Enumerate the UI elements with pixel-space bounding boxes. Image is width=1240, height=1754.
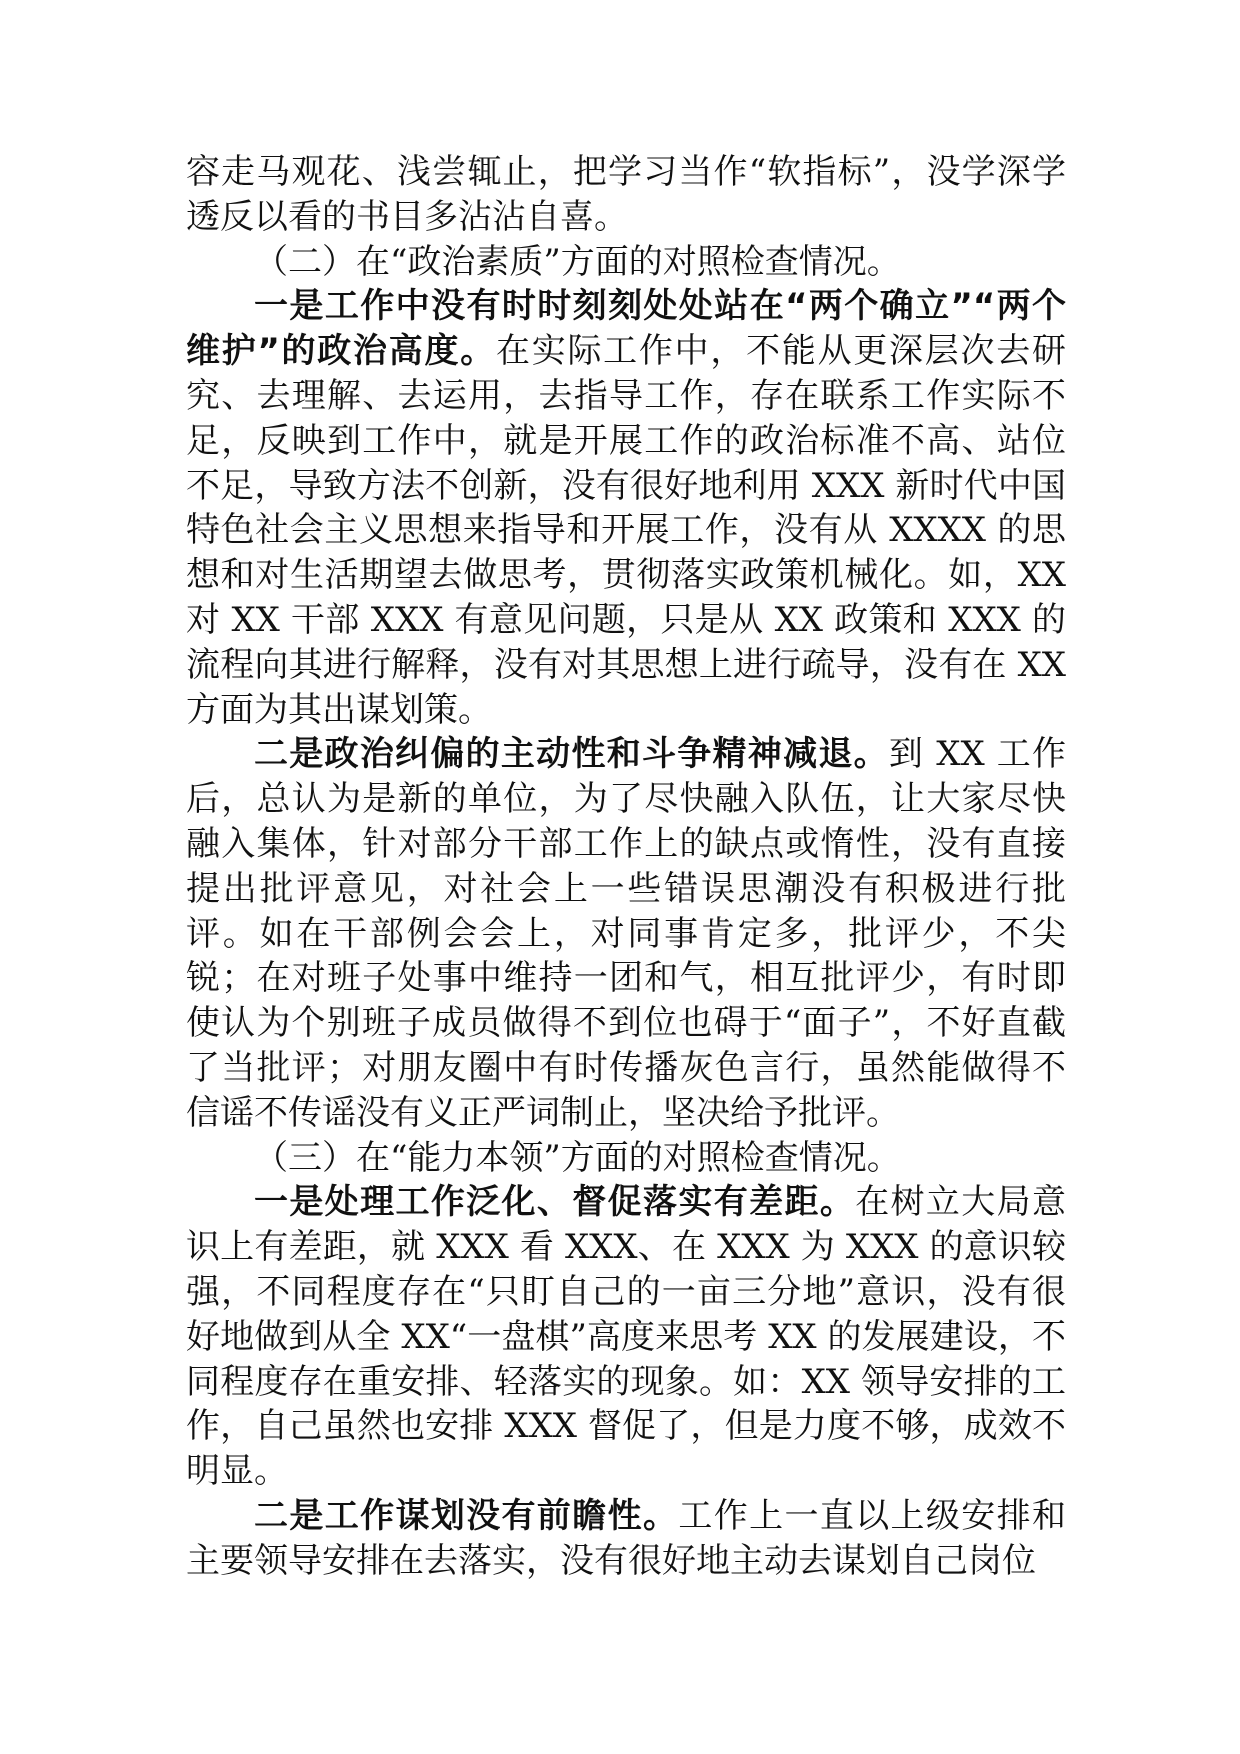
paragraph-text: 在树立大局意识上有差距，就 XXX 看 XXX、在 XXX 为 XXX 的意识较强，不同程度存在“只盯自己的一亩三分地”意识，没有很好地做到从全 XX“一盘棋”高度来思考 XX 的发展建设，不同程度存在重安排、轻落实的现象。如：XX 领导安排的工作，自己虽然也安排 XXX 督促了，但是力度不够，成效不明显。 (186, 1182, 1067, 1492)
paragraph-lead-sentence: 一是处理工作泛化、督促落实有差距。 (254, 1182, 856, 1223)
paragraph-text: 工作上一直以上级安排和主要领导安排在去落实，没有很好地主动去谋划自己岗位 (186, 1495, 1067, 1581)
section-heading-text: （三）在“能力本领”方面的对照检查情况。 (254, 1137, 901, 1178)
section-heading-text: （二）在“政治素质”方面的对照检查情况。 (254, 241, 901, 282)
paragraph-ability-point-1 (186, 1180, 1066, 1494)
paragraph-lead-sentence: 二是政治纠偏的主动性和斗争精神减退。 (254, 734, 889, 775)
paragraph-text: 在实际工作中，不能从更深层次去研究、去理解、去运用，去指导工作，存在联系工作实际不足，反映到工作中，就是开展工作的政治标准不高、站位不足，导致方法不创新，没有很好地利用 XXX 新时代中国特色社会主义思想来指导和开展工作，没有从 XXXX 的思想和对生活期望去做思考，贯彻落实政策机械化。如，XX 对 XX 干部 XXX 有意见问题，只是从 XX 政策和 XXX 的流程向其进行解释，没有对其思想上进行疏导，没有在 XX 方面为其出谋划策。 (186, 331, 1066, 730)
paragraph-text: 容走马观花、浅尝辄止，把学习当作“软指标”，没学深学透反以看的书目多沾沾自喜。 (186, 152, 1066, 237)
paragraph-lead-sentence: 一是工作中没有时时刻刻处处站在“两个确立”“两个维护”的政治高度。 (186, 286, 1066, 372)
paragraph-text: 到 XX 工作后，总认为是新的单位，为了尽快融入队伍，让大家尽快融入集体，针对部分干部工作上的缺点或惰性，没有直接提出批评意见，对社会上一些错误思潮没有积极进行批评。如在干部例会会上，对同事肯定多，批评少，不尖锐；在对班子处事中维持一团和气，相互批评少，有时即使认为个别班子成员做得不到位也碍于“面子”，不好直截了当批评；对朋友圈中有时传播灰色言行，虽然能做得不信谣不传谣没有义正严词制止，坚决给予批评。 (186, 734, 1067, 1133)
paragraph-political-point-2 (186, 732, 1066, 1135)
section-heading-political-quality (186, 240, 1066, 285)
paragraph-continuation (186, 150, 1066, 240)
document-body (186, 150, 1066, 1584)
paragraph-lead-sentence: 二是工作谋划没有前瞻性。 (254, 1495, 679, 1536)
paragraph-ability-point-2 (186, 1494, 1066, 1584)
section-heading-ability (186, 1136, 1066, 1181)
paragraph-political-point-1 (186, 284, 1066, 732)
